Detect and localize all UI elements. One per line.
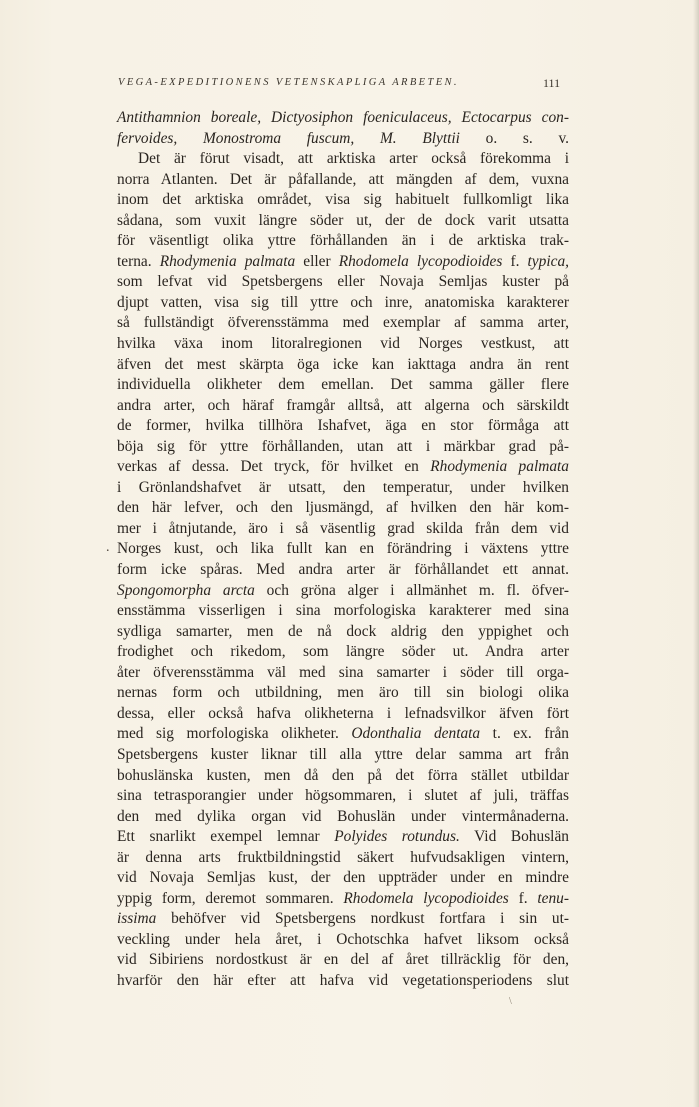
text-run: t. ex. från [480,725,569,743]
body-text [117,108,569,992]
text-run: den med dylika organ vid Bohuslän under vintermånaderna. [117,807,569,825]
text-run: vid Sibiriens nordostkust är en del af året tillräcklig för den, [117,951,569,969]
italic-species-name: Rhodymenia palmata [430,458,570,476]
text-line [117,108,569,129]
text-run: norra Atlanten. Det är påfallande, att mängden af dem, vuxna [117,170,569,188]
text-line [117,950,569,971]
text-run: mer i åtnjutande, äro i så väsentlig grad skilda från dem vid [117,519,569,537]
text-run: djupt vatten, visa sig till yttre och inre, anatomiska karakterer [117,293,569,311]
text-line [117,622,569,643]
text-line [117,334,569,355]
text-line [117,190,569,211]
text-line [117,601,569,622]
italic-species-name: Antithamnion boreale, Dictyosiphon foeniculaceus, Ectocarpus con- [117,109,569,126]
text-run: de former, hvilka tillhöra Ishafvet, äga en stor förmåga att [117,417,569,435]
text-line [117,642,569,663]
text-run: verkas af dessa. Det tryck, för hvilket en [117,458,431,476]
text-run: är denna arts fruktbildningstid säkert hufvudsakligen vintern, [117,848,569,866]
text-run: Vid Bohuslän [459,828,569,846]
text-line [117,252,569,273]
text-line [117,375,569,396]
text-line [117,416,569,437]
page-edge-shadow [693,0,699,1107]
text-run: frodighet och rikedom, som längre söder ut. Andra arter [117,643,569,661]
italic-species-name: typica, [527,252,569,270]
text-run: f. [508,889,538,907]
text-line [117,437,569,458]
text-run: åter öfverensstämma väl med sina samarter i söder till orga- [117,663,569,681]
text-line [117,909,569,930]
text-run: dessa, eller också hafva olikheterna i lefnadsvilkor äfven fört [117,704,569,722]
text-run: sina tetrasporangier under högsommaren, i slutet af juli, träffas [117,787,569,805]
text-line [117,581,569,602]
italic-species-name: tenu- [537,889,569,907]
text-line [117,519,569,540]
text-line [117,313,569,334]
stray-mark: \ [509,996,512,1007]
text-line [117,930,569,951]
text-run: f. [502,252,528,270]
text-line [117,539,569,560]
text-line [117,457,569,478]
text-run: behöfver vid Spetsbergens nordkust fortfara i sin ut- [156,910,569,928]
text-run: terna. [117,252,160,270]
text-line [117,848,569,869]
text-run: bohuslänska kusten, men då den på det förra stället utbildar [117,766,569,784]
italic-species-name: Rhodomela lycopodioides [338,252,503,270]
text-line [117,129,569,150]
text-line [117,786,569,807]
text-line [117,889,569,910]
text-run: yppig form, deremot sommaren. [117,889,344,907]
text-line [117,272,569,293]
text-run: o. s. v. [459,129,569,147]
italic-species-name: issima [117,910,157,928]
text-run: med sig morfologiska olikheter. [117,725,352,743]
text-line [117,704,569,725]
text-run: veckling under hela året, i Ochotschka hafvet liksom också [117,930,569,948]
text-run: äfven det mest skärpta öga icke kan iakttaga andra än rent [117,355,569,373]
text-run: Ett snarlikt exempel lemnar [117,828,335,846]
italic-species-name: Rhodomela lycopodioides [343,889,509,907]
text-line [117,766,569,787]
text-line [117,724,569,745]
text-run: vid Novaja Semljas kust, der den uppträder under en mindre [117,869,569,887]
italic-species-name: Odonthalia dentata [351,725,481,743]
text-run: eller [295,252,339,270]
text-line [117,293,569,314]
text-run: nernas form och utbildning, men äro till sin biologi olika [117,684,569,702]
text-run: andra arter, och häraf framgår alltså, att algerna och särskildt [117,396,569,414]
text-run: ensstämma visserligen i sina morfologiska karakterer med sina [117,602,569,620]
text-run: Norges kust, och lika fullt kan en förändring i växtens yttre [117,540,569,558]
text-run: för väsentligt olika yttre förhållanden än i de arktiska trak- [117,232,569,250]
text-line [117,170,569,191]
text-run: hvarför den här efter att hafva vid vegetationsperiodens slut [117,971,569,989]
text-line [117,745,569,766]
italic-species-name: Rhodymenia palmata [159,252,296,270]
text-line [117,868,569,889]
italic-species-name: fervoides, Monostroma fuscum, M. Blyttii [117,129,460,147]
italic-species-name: Polyides rotundus. [334,828,460,846]
text-run: den här lefver, och den ljusmängd, af hvilken den här kom- [117,499,569,517]
text-run: Det är förut visadt, att arktiska arter också förekomma i [138,150,569,168]
text-line [117,971,569,992]
text-line [117,683,569,704]
text-line [117,807,569,828]
text-line [117,396,569,417]
text-line [117,827,569,848]
text-run: sydliga samarter, men de nå dock aldrig den yppighet och [117,622,569,640]
text-line [117,478,569,499]
text-run: form icke spåras. Med andra arter är förhållandet ett annat. [117,561,569,579]
text-run: individuella olikheter dem emellan. Det samma gäller flere [117,376,569,394]
text-run: i Grönlandshafvet är utsatt, den temperatur, under hvilken [117,478,569,496]
text-line [117,149,569,170]
text-line [117,498,569,519]
text-line [117,560,569,581]
page-number: 111 [543,76,561,90]
italic-species-name: Spongomorpha arcta [117,581,255,599]
text-line [117,231,569,252]
text-run: och gröna alger i allmänhet m. fl. öfver- [254,581,569,599]
text-run: sådana, som vuxit längre söder ut, der de dock varit utsatta [117,211,569,229]
text-run: hvilka växa inom litoralregionen vid Norges vestkust, att [117,335,569,353]
text-line [117,355,569,376]
text-run: inom det arktiska området, visa sig habituelt fullkomligt lika [117,191,569,209]
text-run: som lefvat vid Spetsbergens eller Novaja Semljas kuster på [117,273,569,291]
margin-mark: . [106,540,110,555]
text-run: så fullständigt öfverensstämma med exemplar af samma arter, [117,314,569,332]
text-line [117,211,569,232]
text-line [117,663,569,684]
running-head: VEGA-EXPEDITIONENS VETENSKAPLIGA ARBETEN. [118,77,459,88]
text-run: böja sig för yttre förhållanden, utan att i märkbar grad på- [117,437,569,455]
text-run: Spetsbergens kuster liknar till alla yttre delar samma art från [117,745,569,763]
